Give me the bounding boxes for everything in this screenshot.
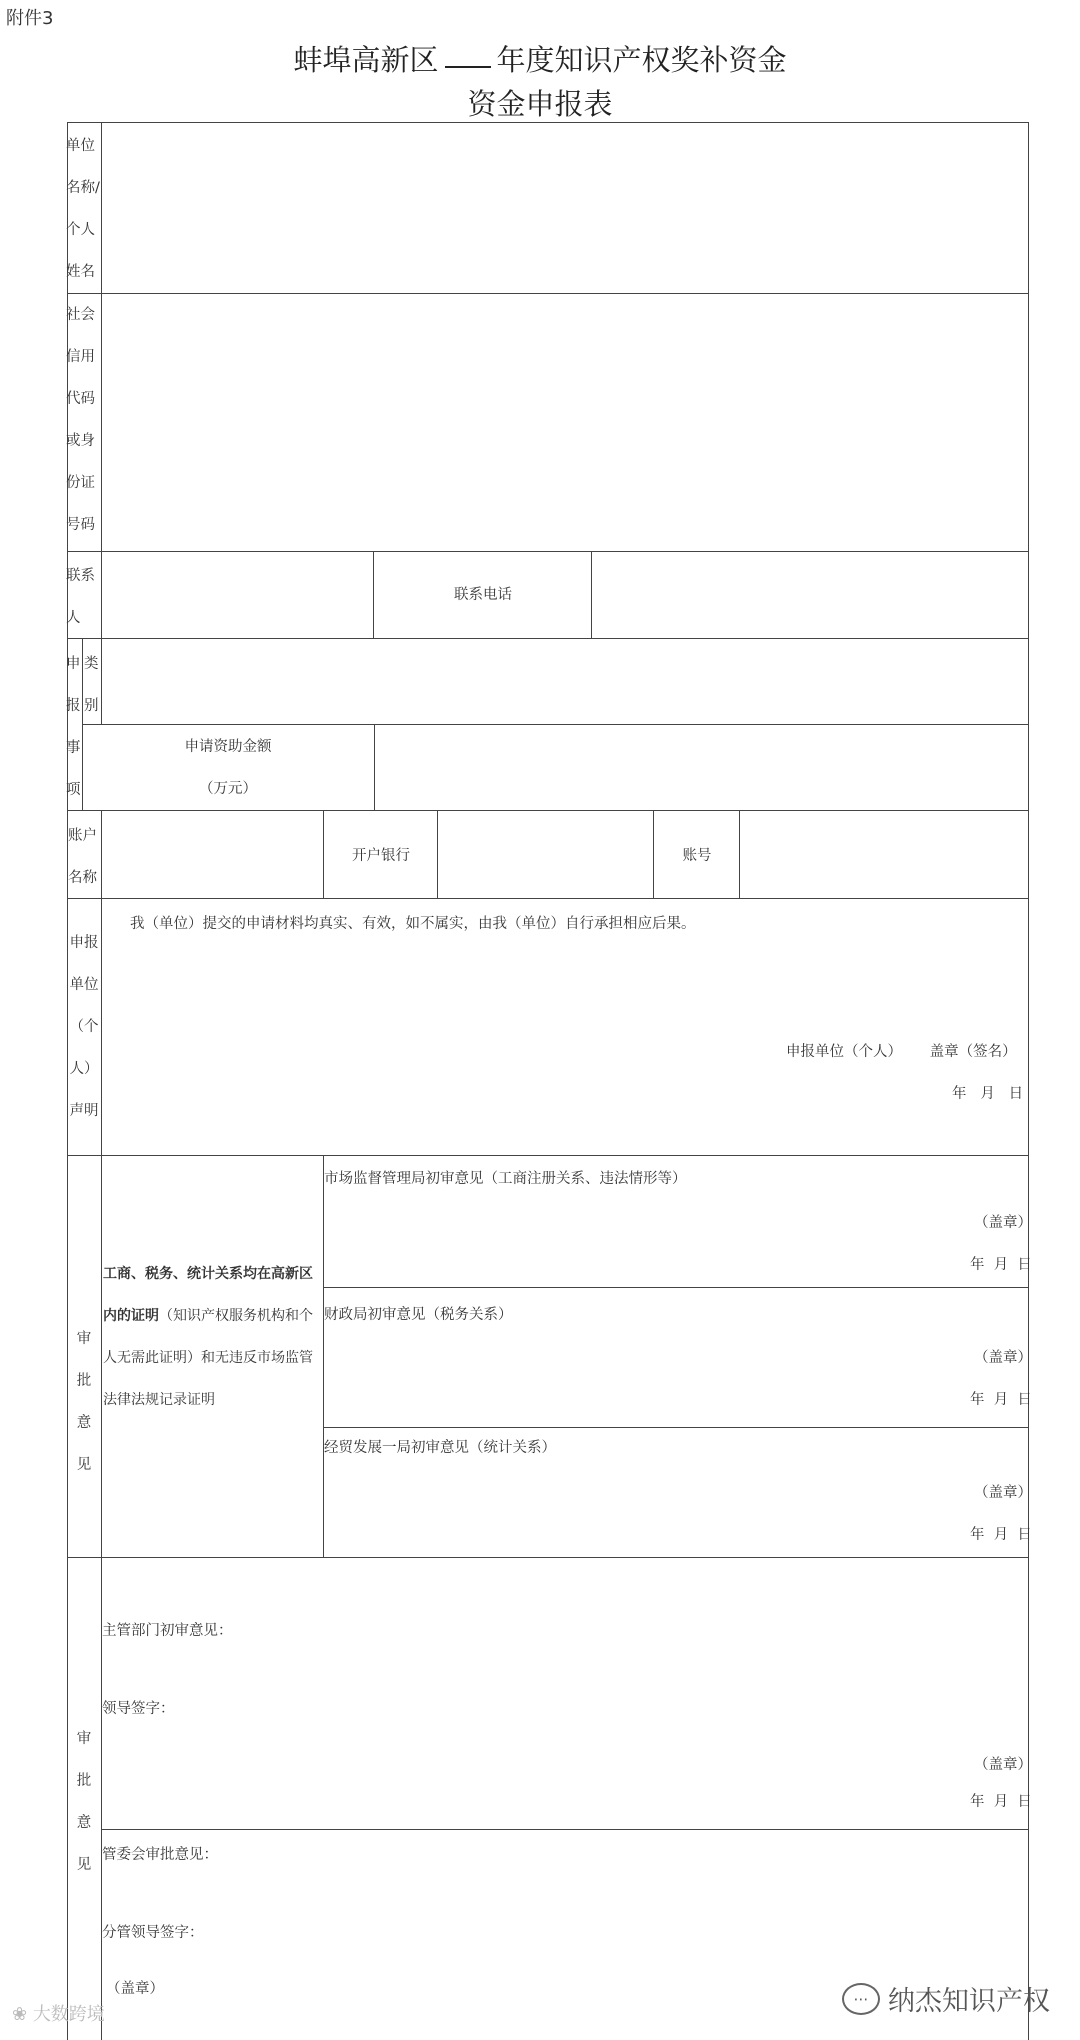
- econ-date: 年 月 日: [970, 1527, 1032, 1543]
- row-line: [67, 898, 1029, 899]
- bank-label: 开户银行: [352, 848, 410, 864]
- contact-phone-field[interactable]: [592, 552, 1028, 638]
- row-line: [323, 1287, 1029, 1288]
- review2-label: 审批意见: [76, 1731, 92, 1873]
- wechat-icon: ⋯: [842, 1983, 880, 2015]
- amount-label: 申请资助金额: [184, 739, 272, 755]
- account-name-label: 账户名称: [68, 828, 97, 886]
- leader-sign: 领导签字：: [102, 1701, 175, 1717]
- market-date: 年 月 日: [970, 1257, 1032, 1273]
- category-field[interactable]: [102, 638, 1028, 724]
- watermark-right: [842, 1979, 1050, 2018]
- declaration-sign-line: 申报单位（个人） 盖章（签名）: [786, 1044, 1017, 1060]
- committee-review: 管委会审批意见：: [102, 1847, 218, 1863]
- dept-date: 年 月 日: [970, 1794, 1032, 1810]
- year-blank: [445, 65, 491, 68]
- title-prefix: 蚌埠高新区: [293, 43, 439, 77]
- econ-seal: （盖章）: [974, 1485, 1032, 1501]
- page-subtitle: 资金申报表: [467, 87, 613, 121]
- unit-name-label: 单位名称/个人姓名: [66, 138, 100, 280]
- application-label: 申报事项: [66, 656, 81, 798]
- credit-code-field[interactable]: [102, 294, 1028, 551]
- account-name-field[interactable]: [102, 811, 324, 898]
- contact-person-field[interactable]: [102, 552, 374, 638]
- market-seal: （盖章）: [974, 1215, 1032, 1231]
- row-line: [67, 1155, 1029, 1156]
- finance-date: 年 月 日: [970, 1392, 1032, 1408]
- attachment-label: 附件3: [6, 8, 54, 29]
- market-review: 市场监督管理局初审意见（工商注册关系、违法情形等）: [324, 1171, 687, 1187]
- account-no-field[interactable]: [740, 811, 1028, 898]
- review1-label: 审批意见: [76, 1331, 92, 1473]
- committee-seal: （盖章）: [106, 1981, 164, 1997]
- contact-phone-label: 联系电话: [454, 587, 512, 603]
- proof-bold: 工商、税务、统计关系均在高新区内的证明: [103, 1266, 313, 1324]
- declaration-label: 申报单位（个人）声明: [69, 935, 99, 1119]
- review1-left-proof: [103, 1253, 325, 1421]
- dept-review: 主管部门初审意见：: [102, 1623, 233, 1639]
- declaration-statement: 我（单位）提交的申请材料均真实、有效，如不属实，由我（单位）自行承担相应后果。: [130, 916, 696, 932]
- page-title: [0, 38, 1080, 79]
- dept-seal: （盖章）: [974, 1757, 1032, 1773]
- bank-field[interactable]: [438, 811, 654, 898]
- contact-person-label: 联系人: [66, 568, 95, 626]
- watermark-right-text: 纳杰知识产权: [888, 1986, 1050, 2017]
- row-line: [67, 1557, 1029, 1558]
- watermark-left-text: 大数跨境: [32, 2004, 105, 2025]
- econ-review: 经贸发展一局初审意见（统计关系）: [324, 1440, 556, 1456]
- proof-rest: （知识产权服务机构和个人无需此证明）和无违反市场监管法律法规记录证明: [103, 1308, 313, 1408]
- vice-sign: 分管领导签字：: [102, 1925, 204, 1941]
- amount-field[interactable]: [375, 725, 1028, 810]
- declaration-date: 年 月 日: [952, 1086, 1024, 1102]
- finance-seal: （盖章）: [974, 1350, 1032, 1366]
- finance-review: 财政局初审意见（税务关系）: [324, 1307, 513, 1323]
- row-line: [101, 1829, 1029, 1830]
- watermark-left-icon: ❀: [12, 2004, 33, 2025]
- watermark-left: [12, 2000, 105, 2026]
- account-no-label: 账号: [682, 848, 712, 864]
- credit-code-label: 社会信用代码或身份证号码: [66, 307, 95, 533]
- unit-name-field[interactable]: [102, 122, 1028, 293]
- title-suffix: 年度知识产权奖补资金: [496, 43, 787, 77]
- category-label: 类别: [84, 656, 99, 714]
- amount-unit: （万元）: [199, 781, 257, 797]
